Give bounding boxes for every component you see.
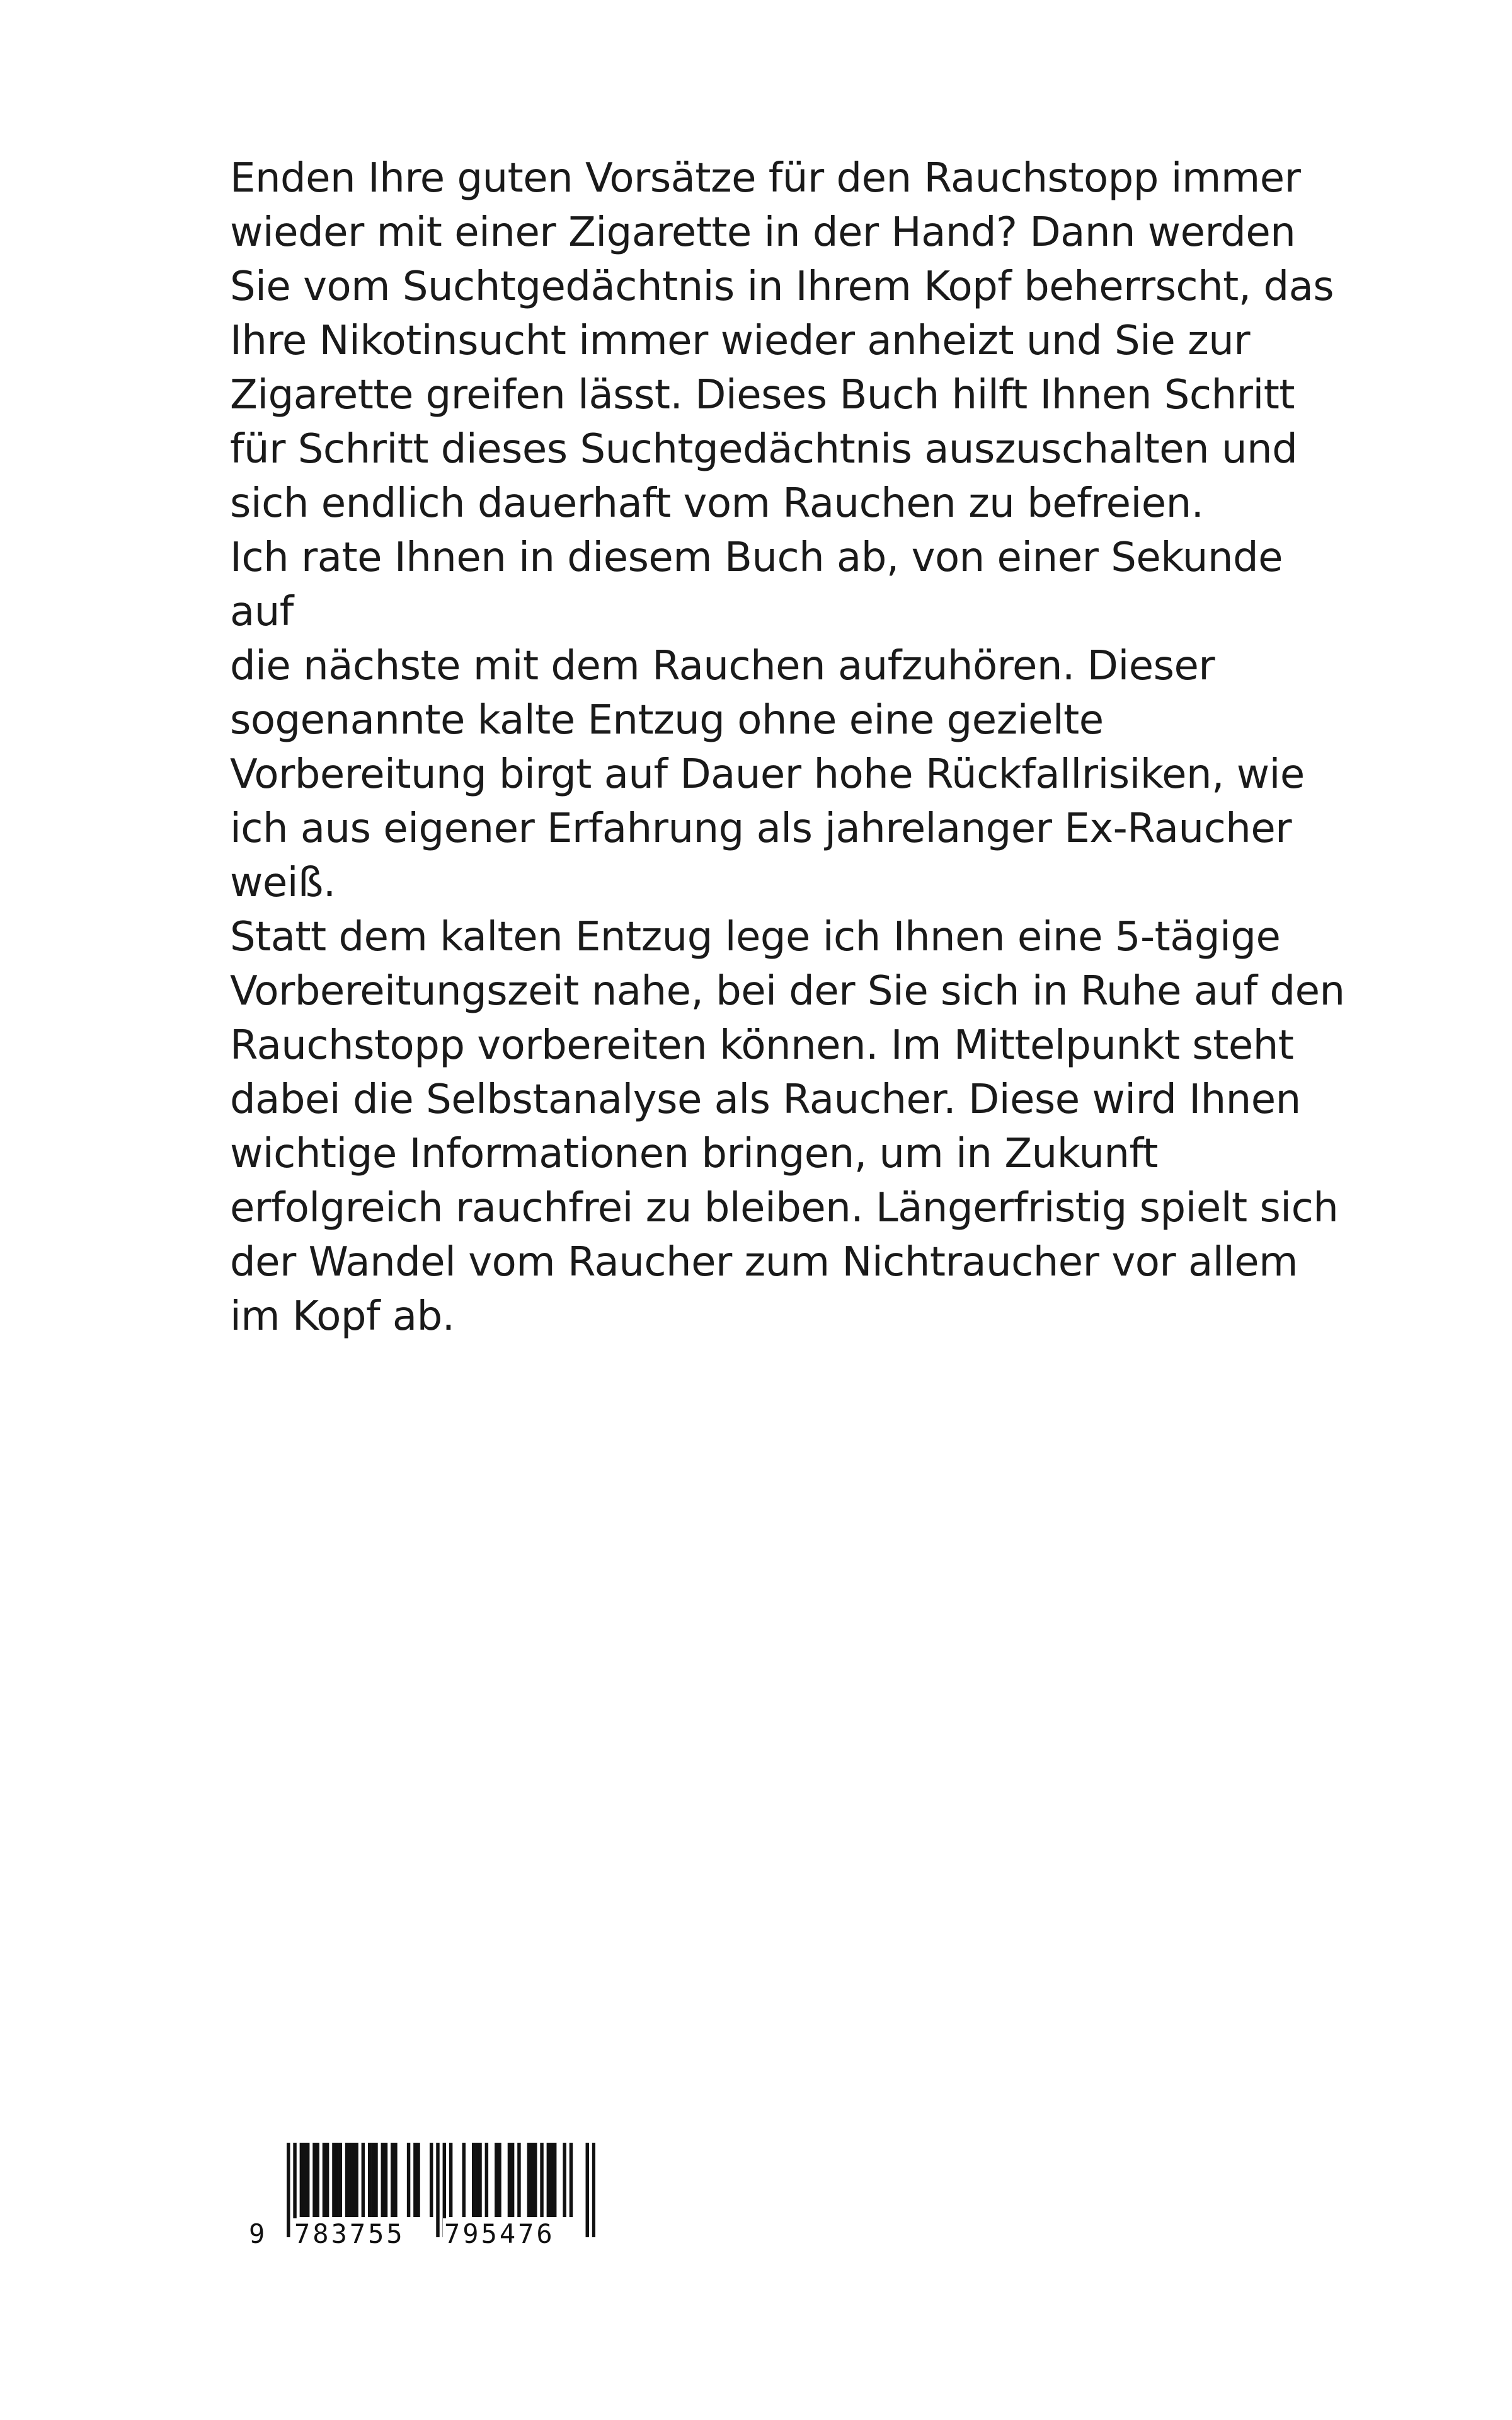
barcode-bar [508,2143,511,2217]
barcode-bar [547,2143,550,2217]
barcode-bar [339,2143,342,2217]
barcode-bar [316,2143,319,2217]
barcode-bar [306,2143,309,2217]
barcode-bar [323,2143,326,2217]
barcode-bar [511,2143,514,2217]
barcode-bar [371,2143,374,2217]
blurb-paragraph-2: Ich rate Ihnen in diesem Buch ab, von einer Sekunde auf die nächste mit dem Rauchen aufzuhören. Dieser sogenannte kalte Entzug ohne eine gezielte Vorbereitung birgt auf Dauer hohe Rückfallrisiken, wie ich aus eigener Erfahrung als jahrelanger Ex-Raucher weiß. [230,534,1305,906]
barcode-bar [495,2143,498,2217]
barcode-bar [335,2143,338,2217]
barcode-bar [475,2143,478,2217]
barcode-bar [570,2143,573,2217]
barcode-bar [485,2143,488,2217]
barcode-bar [368,2143,371,2217]
barcode-bar [384,2143,387,2217]
barcode-bar [348,2143,352,2217]
barcode-bar [553,2143,556,2217]
barcode-bar [413,2143,416,2217]
barcode-bar [527,2143,530,2217]
barcode-digits [243,2218,608,2256]
barcode-bar [472,2143,475,2217]
blurb-text [230,151,1351,1344]
blurb-paragraph-3: Statt dem kalten Entzug lege ich Ihnen eine 5-tägige Vorbereitungszeit nahe, bei der Sie sich in Ruhe auf den Rauchstopp vorbereiten können. Im Mittelpunkt steht dabei die Selbstanalyse als Raucher. Diese wird Ihnen wichtige Informationen bringen, um in Zukunft erfolgreich rauchfrei zu bleiben. Längerfristig spielt sich der Wandel vom Raucher zum Nichtraucher vor allem im Kopf ab. [230,914,1345,1340]
barcode-bar [352,2143,355,2217]
barcode-bar [355,2143,358,2217]
barcode-bar [498,2143,501,2217]
barcode-bar [478,2143,481,2217]
barcode-bar [300,2143,303,2217]
barcode-bar [550,2143,553,2217]
barcode-bar [462,2143,466,2217]
barcode-bar [416,2143,420,2217]
barcode-bar [345,2143,348,2217]
barcode-digit-first: 9 [249,2218,265,2249]
barcode-bar [394,2143,397,2217]
barcode-bar [381,2143,384,2217]
barcode-digits-right: 795476 [444,2218,555,2249]
barcode-bar [303,2143,306,2217]
barcode-bar [391,2143,394,2217]
barcode-bar [332,2143,335,2217]
barcode-bar [374,2143,377,2217]
barcode-bar [430,2143,433,2217]
barcode-bar [517,2143,520,2217]
barcode-bar [407,2143,410,2217]
barcode-bar [326,2143,329,2217]
barcode-digits-left: 783755 [294,2218,405,2249]
barcode-bar [362,2143,365,2217]
barcode-bar [534,2143,537,2217]
isbn-barcode [243,2143,608,2269]
barcode-bar [449,2143,452,2217]
barcode-bar [312,2143,316,2217]
blurb-paragraph-1: Enden Ihre guten Vorsätze für den Rauchstopp immer wieder mit einer Zigarette in der Hand? Dann werden Sie vom Suchtgedächtnis in Ihrem Kopf beherrscht, das Ihre Nikotinsucht immer wieder anheizt und Sie zur Zigarette greifen lässt. Dieses Buch hilft Ihnen Schritt für Schritt dieses Suchtgedächtnis auszuschalten und sich endlich dauerhaft vom Rauchen zu befreien. [230,155,1334,527]
barcode-bar [540,2143,543,2217]
barcode-bar [563,2143,566,2217]
barcode-bar [530,2143,534,2217]
